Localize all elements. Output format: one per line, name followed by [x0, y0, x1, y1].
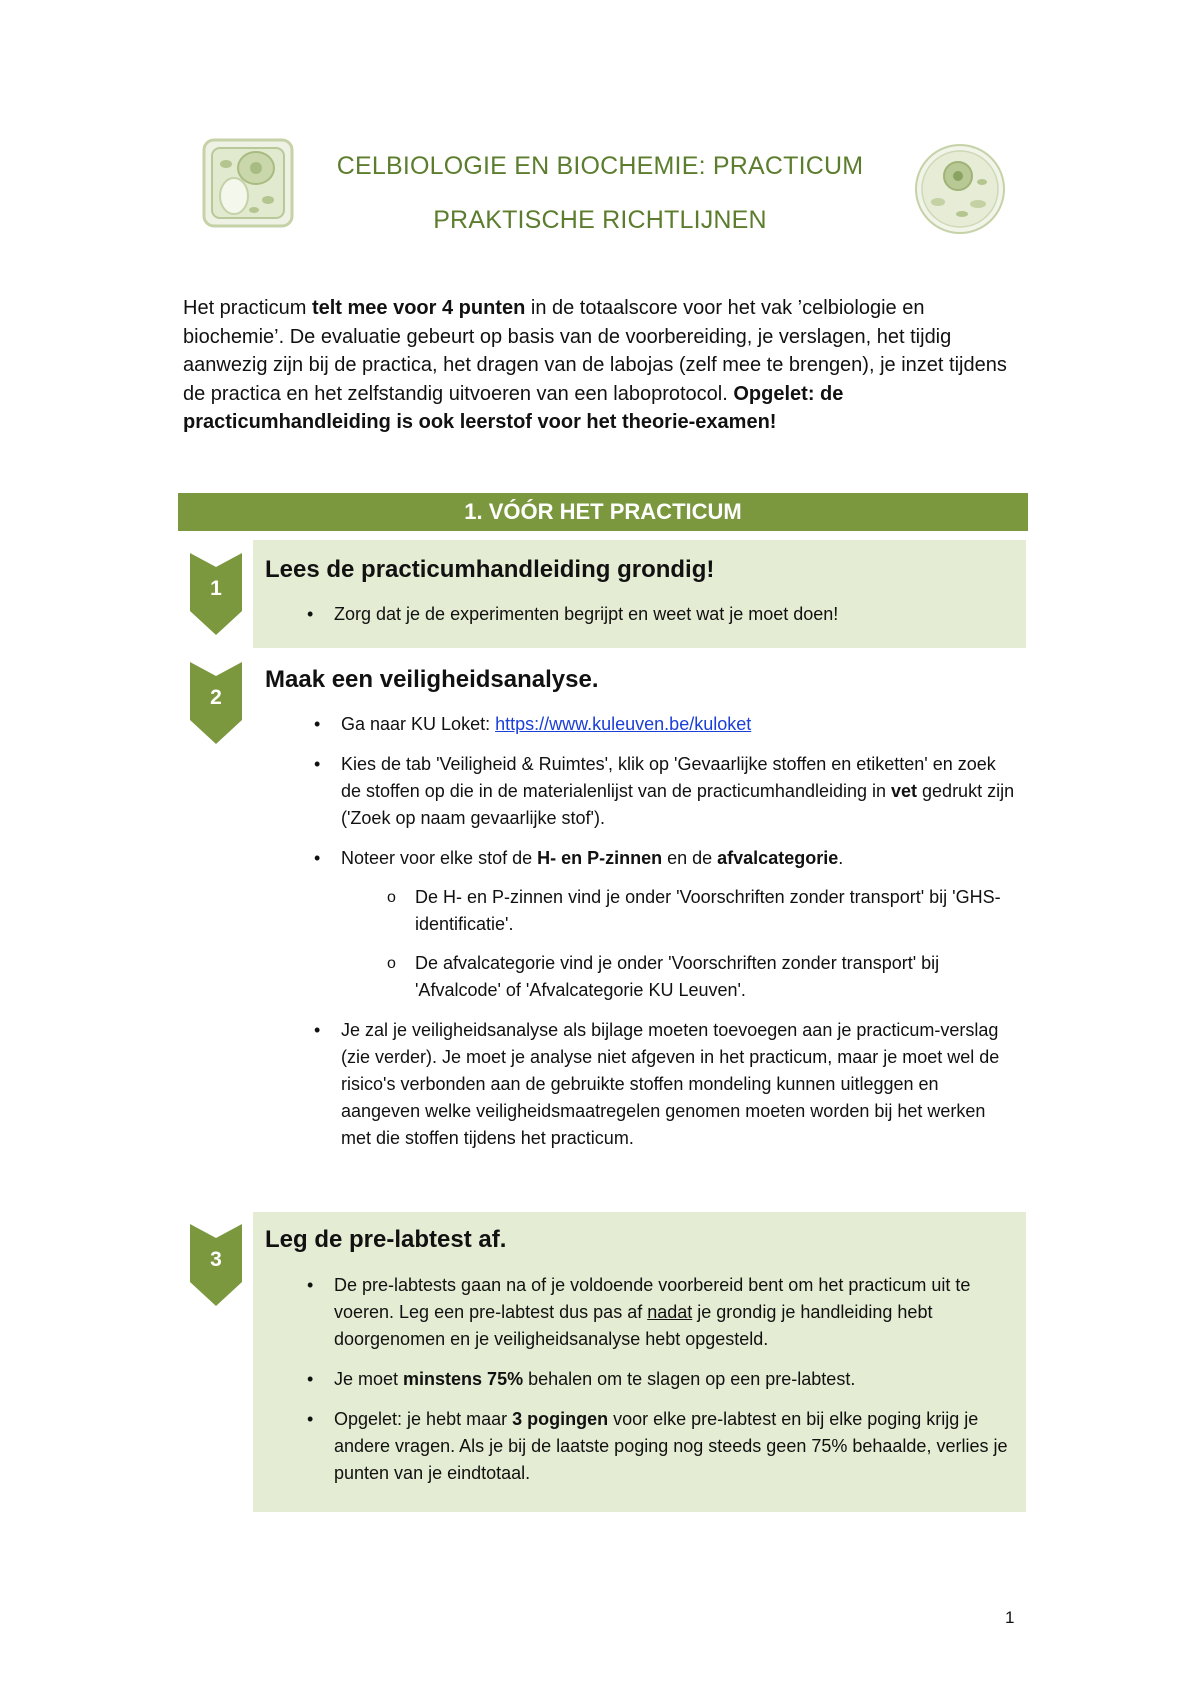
circle-bullet-icon: o: [387, 889, 396, 906]
sub-list: [379, 884, 1015, 1004]
bullet-icon: •: [307, 1369, 314, 1389]
plant-cell-logo: [198, 136, 298, 232]
document-subtitle: PRAKTISCHE RICHTLIJNEN: [433, 206, 767, 234]
page-number: 1: [1005, 1608, 1015, 1627]
list-item: • Kies de tab 'Veiligheid & Ruimtes', klik op 'Gevaarlijke stoffen en etiketten' en zoek de stoffen op die in de materialenlijst van de practicumhandleiding in vet gedrukt zijn ('Zoek op naam gevaarlijke stof').: [305, 751, 1015, 832]
step-2-title: Maak een veiligheidsanalyse.: [265, 666, 599, 693]
step-2-chevron: [190, 662, 242, 744]
list-item: • Ga naar KU Loket: https://www.kuleuven.be/kuloket: [305, 711, 1015, 738]
step-2-list: [305, 711, 1015, 1152]
bullet-icon: •: [314, 754, 321, 774]
list-item: • Je moet minstens 75% behalen om te slagen op een pre-labtest.: [298, 1366, 1010, 1393]
step-1-number: 1: [210, 577, 222, 600]
bullet-icon: •: [307, 1275, 314, 1295]
circle-bullet-icon: o: [387, 955, 396, 972]
step-3-title: Leg de pre-labtest af.: [265, 1226, 507, 1253]
intro-paragraph: Het practicum telt mee voor 4 punten in de totaalscore voor het vak ’celbiologie en biochemie’. De evaluatie gebeurt op basis van de voorbereiding, je verslagen, het tijdig aanwezig zijn bij de practica, het dragen van de labojas (zelf mee te brengen), je inzet tijdens de practica en het zelfstandig uitvoeren van een laboprotocol. Opgelet: de practicumhandleiding is ook leerstof voor het theorie-examen!: [183, 297, 1007, 433]
kuloket-link[interactable]: https://www.kuleuven.be/kuloket: [495, 714, 752, 734]
step-2-number: 2: [210, 686, 222, 709]
list-item: • Zorg dat je de experimenten begrijpt en weet wat je moet doen!: [298, 601, 998, 628]
step-3-chevron: [190, 1224, 242, 1306]
bullet-icon: •: [314, 1020, 321, 1040]
step-1-title: Lees de practicumhandleiding grondig!: [265, 556, 715, 583]
list-item: • Je zal je veiligheidsanalyse als bijlage moeten toevoegen aan je practicum-verslag (zie verder). Je moet je analyse niet afgeven in het practicum, maar je moet wel de risico's verbonden aan de gebruikte stoffen mondeling kunnen uitleggen en aangeven welke veiligheidsmaatregelen genomen moeten worden bij het werken met die stoffen tijdens het practicum.: [305, 1017, 1015, 1152]
section-heading: 1. VÓÓR HET PRACTICUM: [178, 493, 1028, 531]
document-title: CELBIOLOGIE EN BIOCHEMIE: PRACTICUM: [336, 152, 864, 180]
sub-list-item: o De afvalcategorie vind je onder 'Voorschriften zonder transport' bij 'Afvalcode' of 'Afvalcategorie KU Leuven'.: [379, 950, 1015, 1004]
list-item: • De pre-labtests gaan na of je voldoende voorbereid bent om het practicum uit te voeren. Leg een pre-labtest dus pas af nadat je grondig je handleiding hebt doorgenomen en je veiligheidsanalyse hebt opgesteld.: [298, 1272, 1010, 1353]
list-item: • Opgelet: je hebt maar 3 pogingen voor elke pre-labtest en bij elke poging krijg je andere vragen. Als je bij de laatste poging nog steeds geen 75% behaalde, verlies je punten van je eindtotaal.: [298, 1406, 1010, 1487]
step-3-list: [298, 1272, 1010, 1487]
sub-list-item: o De H- en P-zinnen vind je onder 'Voorschriften zonder transport' bij 'GHS-identificatie'.: [379, 884, 1015, 938]
bullet-icon: •: [307, 1409, 314, 1429]
bullet-icon: •: [314, 714, 321, 734]
list-item: • Noteer voor elke stof de H- en P-zinnen en de afvalcategorie. o De H- en P-zinnen vind je onder 'Voorschriften zonder transport' bij 'GHS-identificatie'. o De afvalcategorie vind je onder 'Voorschriften zonder transport' bij 'Afvalcode' of 'Afvalcategorie KU Leuven'.: [305, 845, 1015, 1004]
animal-cell-logo: [912, 142, 1008, 236]
step-1-chevron: [190, 553, 242, 635]
step-3-number: 3: [210, 1248, 222, 1271]
step-1-list: [298, 601, 998, 628]
bullet-icon: •: [307, 604, 314, 624]
bullet-icon: •: [314, 848, 321, 868]
